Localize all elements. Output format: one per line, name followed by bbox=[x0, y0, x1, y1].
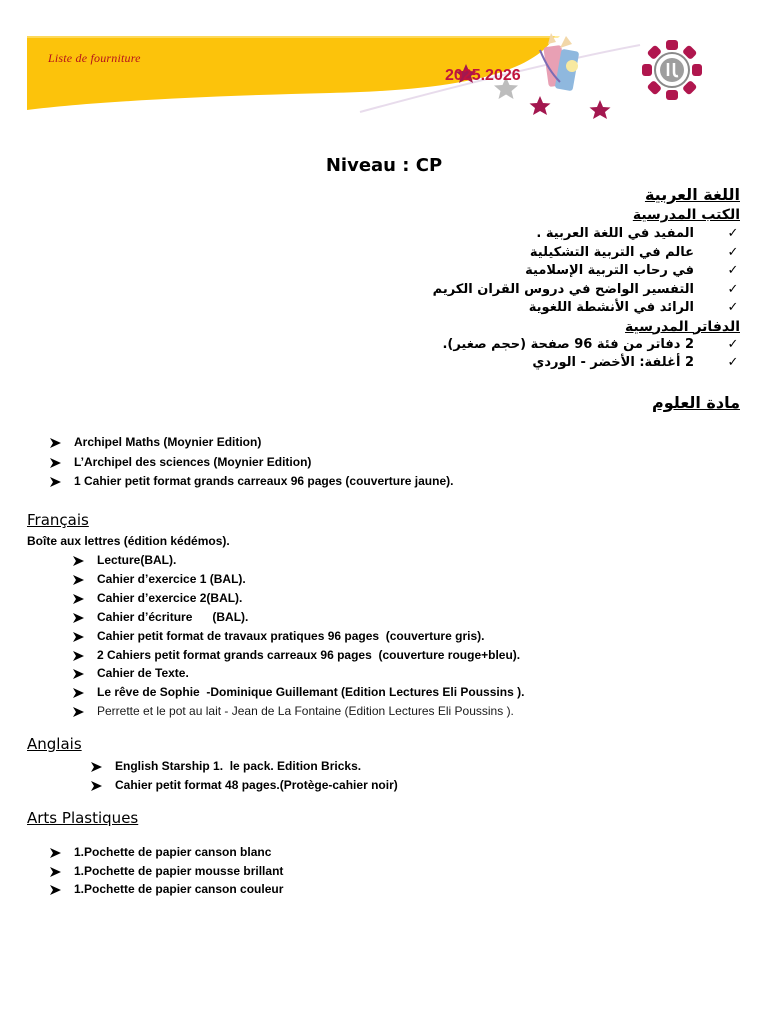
header-banner bbox=[0, 0, 768, 130]
banner-title: Liste de fourniture bbox=[48, 51, 141, 65]
check-icon: ✓ bbox=[727, 244, 739, 260]
arrow-bullet-icon bbox=[50, 848, 61, 858]
francais-list bbox=[73, 551, 524, 721]
list-item: ✓ المفيد في اللغة العربية . bbox=[140, 225, 740, 244]
sciences-list bbox=[50, 433, 453, 492]
arrow-bullet-icon bbox=[91, 762, 102, 772]
list-item: Cahier petit format 48 pages.(Protège-cahier noir) bbox=[91, 776, 398, 795]
arrow-bullet-icon bbox=[91, 781, 102, 791]
list-item: English Starship 1. le pack. Edition Bricks. bbox=[91, 757, 398, 776]
arrow-bullet-icon bbox=[73, 556, 84, 566]
star-icon bbox=[530, 96, 551, 115]
arabic-notebooks-list bbox=[140, 336, 740, 373]
list-item: ✓ عالم في التربية التشكيلية bbox=[140, 244, 740, 263]
list-item: Lecture(BAL). bbox=[73, 551, 524, 570]
list-item: ✓ التفسير الواضح في دروس القران الكريم bbox=[140, 281, 740, 300]
list-item: ✓ الرائد في الأنشطة اللغوية bbox=[140, 299, 740, 318]
star-icon bbox=[590, 100, 611, 119]
arrow-bullet-icon bbox=[73, 651, 84, 661]
check-icon: ✓ bbox=[727, 300, 739, 315]
arts-heading: Arts Plastiques bbox=[27, 809, 139, 827]
arrow-bullet-icon bbox=[73, 669, 84, 679]
arabic-books-heading: الكتب المدرسية bbox=[632, 207, 740, 223]
sciences-section bbox=[140, 392, 740, 413]
list-item: 1 Cahier petit format grands carreaux 96 pages (couverture jaune). bbox=[50, 472, 453, 492]
anglais-list bbox=[91, 757, 398, 795]
list-item: Archipel Maths (Moynier Edition) bbox=[50, 433, 453, 453]
arabic-books-list bbox=[140, 225, 740, 318]
arrow-bullet-icon bbox=[73, 575, 84, 585]
check-icon: ✓ bbox=[727, 263, 739, 278]
list-item: L’Archipel des sciences (Moynier Edition) bbox=[50, 453, 453, 473]
list-item: 1.Pochette de papier canson blanc bbox=[50, 843, 283, 862]
arrow-bullet-icon bbox=[73, 613, 84, 623]
list-item: ✓ 2 أغلفة: الأخضر - الوردي bbox=[140, 354, 740, 373]
list-item: Cahier d’exercice 2(BAL). bbox=[73, 589, 524, 608]
list-item: Perrette et le pot au lait - Jean de La Fontaine (Edition Lectures Eli Poussins ). bbox=[73, 702, 524, 721]
arrow-bullet-icon bbox=[50, 885, 61, 895]
arts-list bbox=[50, 843, 283, 899]
list-item: Cahier d’exercice 1 (BAL). bbox=[73, 570, 524, 589]
list-item: 1.Pochette de papier mousse brillant bbox=[50, 862, 283, 881]
list-item: Cahier de Texte. bbox=[73, 664, 524, 683]
francais-intro: Boîte aux lettres (édition kédémos). bbox=[27, 534, 230, 548]
check-icon: ✓ bbox=[727, 226, 739, 241]
list-item: ✓ في رحاب التربية الإسلامية bbox=[140, 262, 740, 281]
check-icon: ✓ bbox=[727, 281, 739, 297]
school-year: 2025.2026 bbox=[445, 67, 521, 84]
list-item: Cahier d’écriture (BAL). bbox=[73, 608, 524, 627]
list-item: Cahier petit format de travaux pratiques 96 pages (couverture gris). bbox=[73, 627, 524, 646]
school-logo-icon bbox=[642, 40, 702, 100]
list-item: ✓ 2 دفاتر من فئة 96 صفحة (حجم صغير). bbox=[140, 336, 740, 355]
list-item: 2 Cahiers petit format grands carreaux 96 pages (couverture rouge+bleu). bbox=[73, 646, 524, 665]
check-icon: ✓ bbox=[727, 355, 739, 370]
list-item: Le rêve de Sophie -Dominique Guillemant (Edition Lectures Eli Poussins ). bbox=[73, 683, 524, 702]
arabic-section bbox=[140, 184, 740, 373]
arrow-bullet-icon bbox=[73, 594, 84, 604]
list-item: 1.Pochette de papier canson couleur bbox=[50, 880, 283, 899]
arabic-heading: اللغة العربية bbox=[644, 185, 740, 204]
arrow-bullet-icon bbox=[50, 438, 61, 448]
sciences-heading: مادة العلوم bbox=[652, 393, 740, 412]
page-title: Niveau : CP bbox=[325, 155, 443, 176]
arrow-bullet-icon bbox=[73, 632, 84, 642]
anglais-heading: Anglais bbox=[27, 735, 82, 753]
arrow-bullet-icon bbox=[73, 707, 84, 717]
arrow-bullet-icon bbox=[73, 688, 84, 698]
francais-heading: Français bbox=[27, 511, 89, 529]
arabic-notebooks-heading: الدفاتر المدرسية bbox=[625, 318, 740, 335]
arrow-bullet-icon bbox=[50, 867, 61, 877]
check-icon: ✓ bbox=[727, 336, 739, 352]
arrow-bullet-icon bbox=[50, 477, 61, 487]
arrow-bullet-icon bbox=[50, 458, 61, 468]
